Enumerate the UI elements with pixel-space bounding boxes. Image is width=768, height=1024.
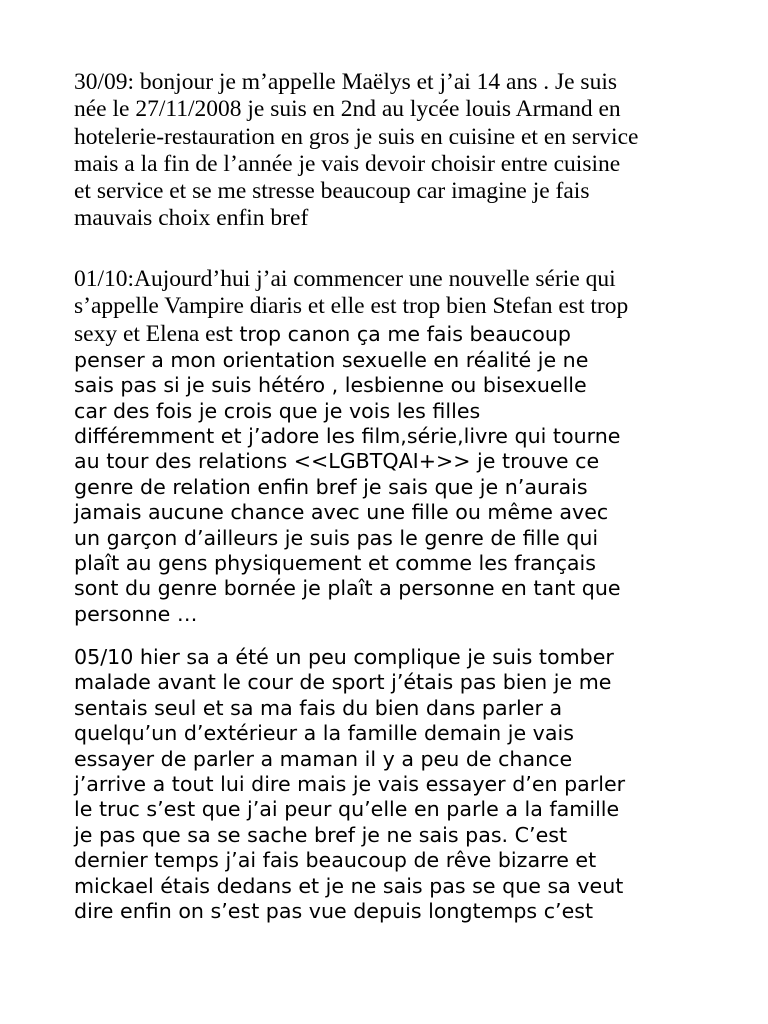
text-line: je pas que sa se sache bref je ne sais pas. C’est <box>74 822 568 847</box>
text-line: essayer de parler a maman il y a peu de chance <box>74 746 573 771</box>
text-line: sentais seul et sa ma fais du bien dans parler a <box>74 695 563 720</box>
text-line: et service et se me stresse beaucoup car imagine je fais <box>74 178 590 205</box>
text-line: s’appelle Vampire diaris et elle est trop bien Stefan est trop <box>74 293 629 320</box>
text-line: dernier temps j’ai fais beaucoup de rêve bizarre et <box>74 848 597 873</box>
text-line: 30/09: bonjour je m’appelle Maëlys et j’ai 14 ans . Je suis <box>74 69 618 95</box>
text-line: personne … <box>74 601 198 626</box>
text-line: différemment et j’adore les film,série,livre qui tourne <box>74 424 621 449</box>
text-line: mickael étais dedans et je ne sais pas se que sa veut <box>74 873 624 898</box>
text-line: mais a la fin de l’année je vais devoir choisir entre cuisine <box>74 150 621 177</box>
text-line: mauvais choix enfin bref <box>74 205 309 232</box>
text-line: née le 27/11/2008 je suis en 2nd au lycée louis Armand en <box>74 96 621 123</box>
text-line: genre de relation enfin bref je sais que je n’aurais <box>74 474 588 499</box>
text-line: sont du genre bornée je plaît a personne en tant que <box>74 576 621 601</box>
text-line: car des fois je crois que je vois les filles <box>74 398 481 423</box>
text-line: malade avant le cour de sport j’étais pas bien je me <box>74 670 612 695</box>
diary-entry-0110 <box>74 266 704 627</box>
text-line: plaît au gens physiquement et comme les français <box>74 551 597 576</box>
text-line: penser a mon orientation sexuelle en réalité je ne <box>74 347 589 372</box>
text-segment-serif: sexy et Elena es <box>74 320 225 347</box>
diary-entry-3009 <box>74 69 704 233</box>
text-line: dire enfin on s’est pas vue depuis longtemps c’est <box>74 898 594 923</box>
text-line: au tour des relations <<LGBTQAI+>> je trouve ce <box>74 449 600 474</box>
text-line: 01/10:Aujourd’hui j’ai commencer une nouvelle série qui <box>74 266 616 292</box>
text-line: un garçon d’ailleurs je suis pas le genre de fille qui <box>74 525 599 550</box>
text-line: quelqu’un d’extérieur a la famille demain je vais <box>74 721 574 746</box>
text-line: j’arrive a tout lui dire mais je vais essayer d’en parler <box>74 771 626 796</box>
diary-entry-0510 <box>74 645 704 924</box>
text-line <box>74 321 704 348</box>
text-line: le truc s’est que j’ai peur qu’elle en parle a la famille <box>74 797 620 822</box>
text-line: sais pas si je suis hétéro , lesbienne ou bisexuelle <box>74 373 587 398</box>
text-line: 05/10 hier sa a été un peu complique je suis tomber <box>74 645 614 669</box>
text-line: jamais aucune chance avec une fille ou même avec <box>74 500 609 525</box>
text-segment-sans: t trop canon ça me fais beaucoup <box>224 321 571 346</box>
text-line: hotelerie-restauration en gros je suis en cuisine et en service <box>74 123 639 150</box>
